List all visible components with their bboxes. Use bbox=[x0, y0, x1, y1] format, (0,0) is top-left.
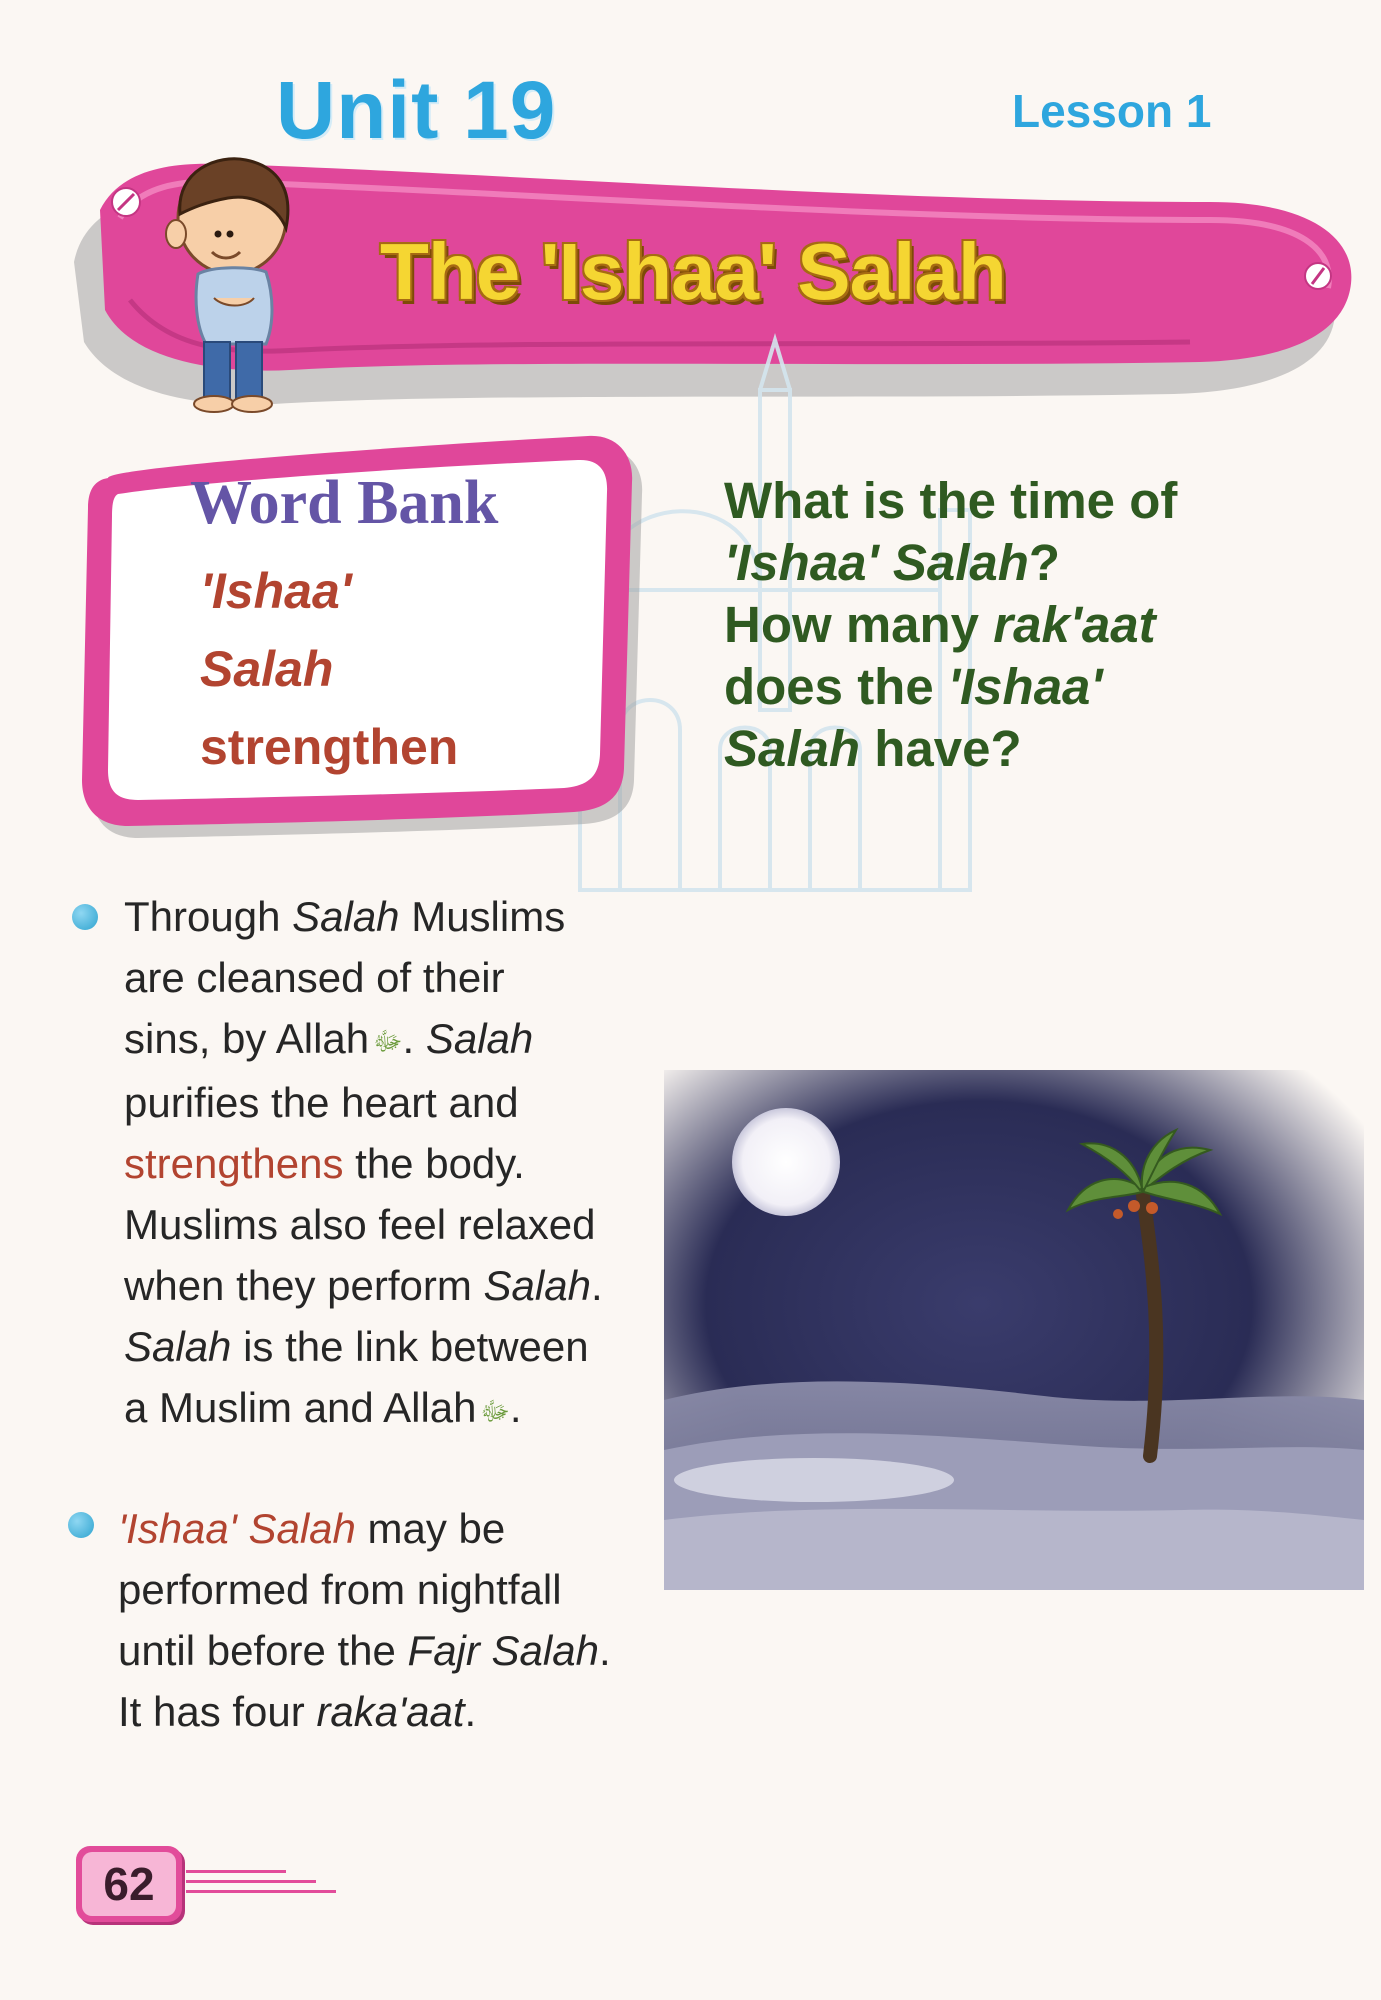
boy-illustration bbox=[158, 148, 318, 413]
question-2 bbox=[724, 594, 1284, 780]
paragraph-ishaa-time bbox=[118, 1498, 698, 1742]
honorific-glyph: ﷻ bbox=[480, 1395, 510, 1426]
lesson-questions bbox=[724, 470, 1284, 780]
question-1-end: ? bbox=[1028, 534, 1061, 591]
text: when they perform bbox=[124, 1262, 472, 1310]
word-bank-item-ishaa: 'Ishaa' bbox=[200, 563, 352, 619]
question-2-term: rak'aat bbox=[993, 596, 1156, 653]
text: . bbox=[590, 1262, 603, 1310]
highlight-word: strengthens bbox=[124, 1140, 344, 1188]
question-1-text: What is the time of bbox=[724, 472, 1178, 529]
night-desert-illustration bbox=[664, 1070, 1364, 1590]
decorative-line bbox=[186, 1880, 316, 1883]
text: . bbox=[509, 1384, 522, 1432]
question-2-text: How many bbox=[724, 596, 980, 653]
text: . bbox=[598, 1627, 611, 1674]
text: It has four bbox=[118, 1688, 305, 1735]
text-italic: Fajr Salah bbox=[407, 1627, 599, 1674]
question-2-text-b: does the bbox=[724, 658, 934, 715]
text: . bbox=[464, 1688, 477, 1735]
text-italic: Salah bbox=[292, 893, 400, 940]
page-number: 62 bbox=[82, 1852, 176, 1916]
bullet-dot bbox=[68, 1512, 94, 1538]
honorific-glyph: ﷻ bbox=[373, 1026, 403, 1057]
text: are cleansed of their bbox=[124, 954, 505, 1001]
question-2-term-c: Salah bbox=[724, 720, 861, 777]
text: . bbox=[402, 1015, 415, 1062]
page-number-badge bbox=[76, 1846, 182, 1922]
question-2-end: have? bbox=[874, 720, 1022, 777]
text: is the link between bbox=[243, 1323, 589, 1371]
unit-title: Unit 19 bbox=[276, 65, 557, 156]
text: may be bbox=[367, 1505, 506, 1552]
word-bank-heading: Word Bank bbox=[190, 469, 499, 537]
text: performed from nightfall bbox=[118, 1566, 562, 1613]
question-2-term-b: 'Ishaa' bbox=[947, 658, 1103, 715]
text-italic: Salah bbox=[483, 1262, 591, 1310]
text: a Muslim and Allah bbox=[124, 1384, 477, 1432]
text: Muslims bbox=[411, 893, 566, 940]
decorative-line bbox=[186, 1870, 286, 1873]
text-italic: raka'aat bbox=[316, 1688, 465, 1735]
text: sins, by Allah bbox=[124, 1015, 370, 1062]
text: Through bbox=[124, 893, 281, 940]
text-italic: Salah bbox=[124, 1323, 232, 1371]
text: Muslims also feel relaxed bbox=[124, 1201, 596, 1249]
decorative-line bbox=[186, 1890, 336, 1893]
text: purifies the heart and bbox=[124, 1079, 519, 1127]
lesson-title: The 'Ishaa' Salah bbox=[380, 227, 1006, 316]
highlight-term: 'Ishaa' Salah bbox=[118, 1505, 356, 1552]
text: the body. bbox=[355, 1140, 525, 1188]
text-italic: Salah bbox=[425, 1015, 534, 1062]
lesson-label: Lesson 1 bbox=[1012, 85, 1212, 137]
paragraph-salah-benefits bbox=[124, 886, 704, 1442]
bullet-dot bbox=[72, 904, 98, 930]
word-bank-item-salah: Salah bbox=[200, 641, 334, 697]
question-1 bbox=[724, 470, 1284, 594]
question-1-term: 'Ishaa' Salah bbox=[724, 534, 1029, 591]
text: until before the bbox=[118, 1627, 396, 1674]
word-bank-item-strengthen: strengthen bbox=[200, 719, 459, 775]
